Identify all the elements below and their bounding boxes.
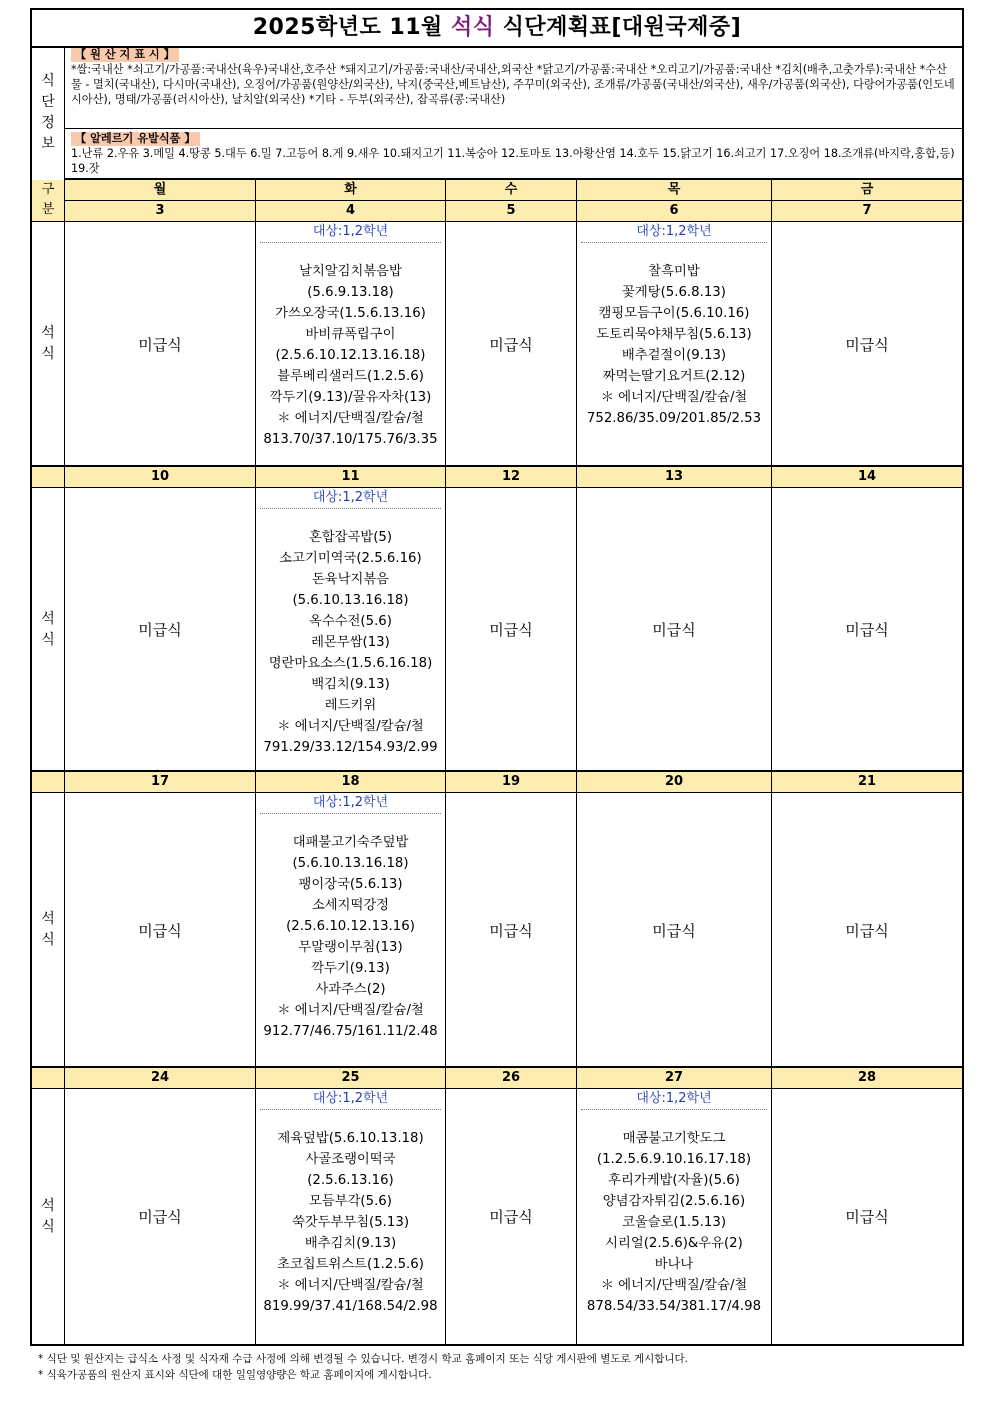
week-row <box>32 793 962 1067</box>
title-accent: 석식 <box>450 15 495 40</box>
date-header-cell <box>771 180 962 221</box>
target-grade-label: 대상:1,2학년 <box>260 488 441 509</box>
day-cell <box>445 1089 576 1344</box>
date-number: 25 <box>341 1070 360 1085</box>
meal-label-cell <box>32 222 64 466</box>
no-meal-text: 미급식 <box>489 335 533 354</box>
date-number: 7 <box>862 203 872 218</box>
no-meal-text: 미급식 <box>652 921 696 940</box>
menu-item: (2.5.6.10.12.13.16) <box>286 919 415 934</box>
date-header-cell <box>771 466 962 487</box>
day-of-week: 월 <box>65 180 255 201</box>
menu-item: (5.6.9.13.18) <box>307 285 394 300</box>
meal-label-char: 석 <box>41 1197 55 1214</box>
menu-item: ＊ 에너지/단백질/칼슘/철 <box>600 1278 748 1293</box>
header-label-cell <box>32 466 64 487</box>
menu-item: (2.5.6.10.12.13.16.18) <box>275 348 426 363</box>
menu-item: 대패불고기숙주덮밥 <box>292 835 409 850</box>
footnote: * 식육가공품의 원산지 표시와 식단에 대한 일일영양량은 학교 홈페이지에 게시합니다. <box>38 1369 432 1381</box>
date-header-cell <box>576 771 771 792</box>
menu-list <box>256 1110 445 1317</box>
menu-item: 878.54/33.54/381.17/4.98 <box>586 1299 762 1314</box>
target-grade-label: 대상:1,2학년 <box>581 222 767 243</box>
menu-item: 짜먹는딸기요거트(2.12) <box>602 369 746 384</box>
origin-text: *쌀:국내산 *쇠고기/가공품:국내산(육우)국내산,호주산 *돼지고기/가공품:국내산/국내산,외국산 *닭고기/가공품:국내산 *오리고기/가공품:국내산 *김치(배추,고춧가루):국내산 *수산물 - 멸치(국내산), 다시마(국내산), 오징어/가공품(원양산/외국산), 낙지(중국산,베트남산), 주꾸미(외국산), 조개류/가공품(국내산/외국산), 새우/가공품(외국산), 다랑어가공품(인도네시아산), 명태/가공품(러시아산), 날치알(외국산) *기타 - 두부(외국산), 잡곡류(콩:국내산) <box>71 63 955 106</box>
week-divider <box>32 1066 962 1068</box>
meal-label-cell <box>32 488 64 771</box>
menu-item: 모듬부각(5.6) <box>309 1194 392 1209</box>
week-header-row <box>32 771 962 793</box>
date-header-cell <box>64 1067 255 1088</box>
day-cell <box>771 1089 962 1344</box>
day-cell <box>576 488 771 771</box>
date-number: 28 <box>857 1070 877 1085</box>
day-cell <box>576 222 771 466</box>
date-header-cell <box>445 180 576 221</box>
day-cell <box>445 222 576 466</box>
date-header-cell <box>255 466 445 487</box>
menu-item: 양념감자튀김(2.5.6.16) <box>602 1194 746 1209</box>
meal-label-cell <box>32 1089 64 1344</box>
day-cell <box>445 488 576 771</box>
menu-item: 사과주스(2) <box>315 982 386 997</box>
menu-item: 초코칩트위스트(1.2.5.6) <box>277 1257 424 1272</box>
date-header-cell <box>771 771 962 792</box>
menu-item: (5.6.10.13.16.18) <box>292 593 409 608</box>
info-side-char: 식 <box>41 73 55 89</box>
meal-label-cell <box>32 793 64 1067</box>
meal-label-char: 식 <box>41 932 55 948</box>
menu-item: 후리가케밥(자율)(5.6) <box>608 1173 740 1188</box>
menu-item: 혼합잡곡밥(5) <box>308 530 393 545</box>
menu-item: (1.2.5.6.9.10.16.17.18) <box>596 1152 752 1167</box>
menu-item: 찰흑미밥 <box>648 264 700 279</box>
date-number: 14 <box>857 469 877 484</box>
day-cell <box>64 1089 255 1344</box>
menu-item: 배추김치(9.13) <box>304 1236 397 1251</box>
menu-item: 팽이장국(5.6.13) <box>298 877 403 892</box>
date-number: 10 <box>150 469 170 484</box>
week-row <box>32 488 962 771</box>
menu-item: 코울슬로(1.5.13) <box>621 1215 727 1230</box>
menu-item: 깍두기(9.13) <box>311 961 390 976</box>
menu-item: 꽃게탕(5.6.8.13) <box>622 285 726 300</box>
menu-item: 깍두기(9.13)/꿀유자차(13) <box>269 390 432 405</box>
header-label-cell <box>32 180 64 221</box>
day-cell <box>255 793 445 1067</box>
date-number: 18 <box>341 774 360 789</box>
date-number: 3 <box>155 203 165 218</box>
date-header-cell <box>64 466 255 487</box>
info-side-char: 정 <box>41 115 55 131</box>
menu-item: 쑥갓두부무침(5.13) <box>291 1215 410 1230</box>
menu-item: 가쓰오장국(1.5.6.13.16) <box>275 306 426 321</box>
date-number: 19 <box>501 774 521 789</box>
no-meal-text: 미급식 <box>845 335 889 354</box>
menu-item: ＊ 에너지/단백질/칼슘/철 <box>277 719 424 734</box>
day-cell <box>64 793 255 1067</box>
day-cell <box>771 793 962 1067</box>
menu-item: 사골조랭이떡국 <box>305 1152 396 1167</box>
day-of-week: 목 <box>577 180 771 201</box>
no-meal-text: 미급식 <box>489 921 533 940</box>
menu-item: 912.77/46.75/161.11/2.48 <box>263 1024 438 1039</box>
no-meal-text: 미급식 <box>489 621 533 639</box>
date-header-cell <box>576 466 771 487</box>
no-meal-text: 미급식 <box>138 335 182 354</box>
origin-info <box>65 46 962 129</box>
week-header-row <box>32 466 962 488</box>
day-cell <box>771 222 962 466</box>
date-header-cell <box>64 771 255 792</box>
menu-item: ＊ 에너지/단백질/칼슘/철 <box>277 411 424 426</box>
menu-item: 옥수수전(5.6) <box>309 614 392 629</box>
date-number: 21 <box>857 774 877 789</box>
allergy-text: 1.난류 2.우유 3.메밀 4.땅콩 5.대두 6.밀 7.고등어 8.게 9.새우 10.돼지고기 11.복숭아 12.토마토 13.아황산염 14.호두 15.닭고기 16.쇠고기 17.오징어 18.조개류(바지락,홍합,등) 19.잣 <box>71 147 955 175</box>
target-grade-label: 대상:1,2학년 <box>260 222 441 243</box>
week-header-row <box>32 180 962 222</box>
menu-item: 752.86/35.09/201.85/2.53 <box>586 411 762 426</box>
page-title <box>32 10 962 48</box>
header-label-bottom: 분 <box>41 202 55 217</box>
target-grade-label: 대상:1,2학년 <box>260 1089 441 1110</box>
date-number: 26 <box>501 1070 521 1085</box>
menu-item: 날치알김치볶음밥 <box>299 264 402 279</box>
week-header-row <box>32 1067 962 1089</box>
date-header-cell <box>771 1067 962 1088</box>
day-of-week: 금 <box>772 180 962 201</box>
menu-list <box>256 814 445 1042</box>
day-of-week: 수 <box>446 180 576 201</box>
menu-item: 바비큐폭립구이 <box>305 327 396 342</box>
header-label-cell <box>32 771 64 792</box>
menu-item: 무말랭이무침(13) <box>298 940 403 955</box>
menu-item: 레드키위 <box>324 698 377 713</box>
meal-label-char: 석 <box>41 911 55 927</box>
date-number: 5 <box>506 203 516 218</box>
day-cell <box>576 1089 771 1344</box>
menu-item: 레몬무쌈(13) <box>311 635 390 650</box>
menu-item: 명란마요소스(1.5.6.16.18) <box>268 656 433 671</box>
info-side-label <box>32 46 65 182</box>
date-header-cell <box>445 1067 576 1088</box>
date-number: 20 <box>664 774 684 789</box>
no-meal-text: 미급식 <box>652 621 696 639</box>
menu-item: (2.5.6.13.16) <box>307 1173 394 1188</box>
menu-item: 캠핑모듬구이(5.6.10.16) <box>598 306 750 321</box>
menu-item: 도토리묵야채무침(5.6.13) <box>596 327 752 342</box>
menu-item: 소세지떡강정 <box>311 898 390 913</box>
menu-item: (5.6.10.13.16.18) <box>292 856 409 871</box>
menu-list <box>577 1110 771 1317</box>
date-header-cell <box>255 180 445 221</box>
date-header-cell <box>255 771 445 792</box>
day-cell <box>445 793 576 1067</box>
menu-item: 소고기미역국(2.5.6.16) <box>279 551 422 566</box>
footnotes <box>38 1351 958 1383</box>
day-of-week: 화 <box>256 180 445 201</box>
date-number: 27 <box>664 1070 684 1085</box>
week-divider <box>32 770 962 772</box>
menu-item: ＊ 에너지/단백질/칼슘/철 <box>277 1003 424 1018</box>
date-number: 11 <box>341 469 360 484</box>
no-meal-text: 미급식 <box>138 921 182 940</box>
date-number: 6 <box>669 203 679 218</box>
day-cell <box>255 488 445 771</box>
no-meal-text: 미급식 <box>845 621 889 639</box>
info-side-char: 보 <box>41 136 55 152</box>
meal-label-char: 석 <box>41 610 55 627</box>
date-header-cell <box>64 180 255 221</box>
menu-item: 791.29/33.12/154.93/2.99 <box>263 740 438 755</box>
date-number: 13 <box>664 469 684 484</box>
menu-item: 제육덮밥(5.6.10.13.18) <box>277 1131 424 1146</box>
date-number: 24 <box>150 1070 170 1085</box>
menu-item: ＊ 에너지/단백질/칼슘/철 <box>277 1278 424 1293</box>
footnote: * 식단 및 원산지는 급식소 사정 및 식자재 수급 사정에 의해 변경될 수 있습니다. 변경시 학교 홈페이지 또는 식당 게시판에 별도로 게시합니다. <box>38 1353 689 1365</box>
day-cell <box>255 222 445 466</box>
no-meal-text: 미급식 <box>845 921 889 940</box>
date-header-cell <box>255 1067 445 1088</box>
day-cell <box>576 793 771 1067</box>
menu-item: ＊ 에너지/단백질/칼슘/철 <box>600 390 748 405</box>
title-suffix: 식단계획표[대원국제중] <box>494 15 742 40</box>
origin-header: 【 원 산 지 표 시 】 <box>71 48 179 62</box>
no-meal-text: 미급식 <box>845 1208 889 1226</box>
menu-item: 돈육낙지볶음 <box>311 572 390 587</box>
week-row <box>32 1089 962 1344</box>
meal-label-char: 식 <box>41 346 55 362</box>
header-label-cell <box>32 1067 64 1088</box>
menu-list <box>256 243 445 450</box>
menu-item: 바나나 <box>654 1257 694 1272</box>
no-meal-text: 미급식 <box>138 621 182 639</box>
no-meal-text: 미급식 <box>489 1208 533 1226</box>
menu-item: 813.70/37.10/175.76/3.35 <box>263 432 438 447</box>
menu-item: 매콤불고기핫도그 <box>622 1131 726 1146</box>
menu-item: 819.99/37.41/168.54/2.98 <box>263 1299 438 1314</box>
allergy-header: 【 알레르기 유발식품 】 <box>71 132 200 146</box>
day-cell <box>64 222 255 466</box>
date-header-cell <box>445 466 576 487</box>
meal-label-char: 식 <box>41 1218 55 1235</box>
menu-item: 배추겉절이(9.13) <box>621 348 727 363</box>
target-grade-label: 대상:1,2학년 <box>260 793 441 814</box>
meal-label-char: 석 <box>41 325 55 341</box>
no-meal-text: 미급식 <box>138 1208 182 1226</box>
allergy-info <box>65 130 962 180</box>
date-number: 17 <box>150 774 170 789</box>
date-header-cell <box>576 1067 771 1088</box>
menu-item: 블루베리샐러드(1.2.5.6) <box>277 369 424 384</box>
meal-plan-sheet <box>30 8 964 1346</box>
day-cell <box>64 488 255 771</box>
meal-label-char: 식 <box>41 631 55 648</box>
menu-list <box>577 243 771 429</box>
menu-item: 백김치(9.13) <box>311 677 390 692</box>
day-cell <box>255 1089 445 1344</box>
date-number: 4 <box>345 203 356 218</box>
week-row <box>32 222 962 466</box>
menu-item: 시리얼(2.5.6)&우유(2) <box>605 1236 743 1251</box>
header-label-top: 구 <box>41 182 55 197</box>
day-cell <box>771 488 962 771</box>
menu-list <box>256 509 445 758</box>
date-header-cell <box>576 180 771 221</box>
week-divider <box>32 465 962 467</box>
title-prefix: 2025학년도 11월 <box>252 15 451 40</box>
date-header-cell <box>445 771 576 792</box>
date-number: 12 <box>501 469 521 484</box>
target-grade-label: 대상:1,2학년 <box>581 1089 767 1110</box>
info-side-char: 단 <box>41 94 55 110</box>
